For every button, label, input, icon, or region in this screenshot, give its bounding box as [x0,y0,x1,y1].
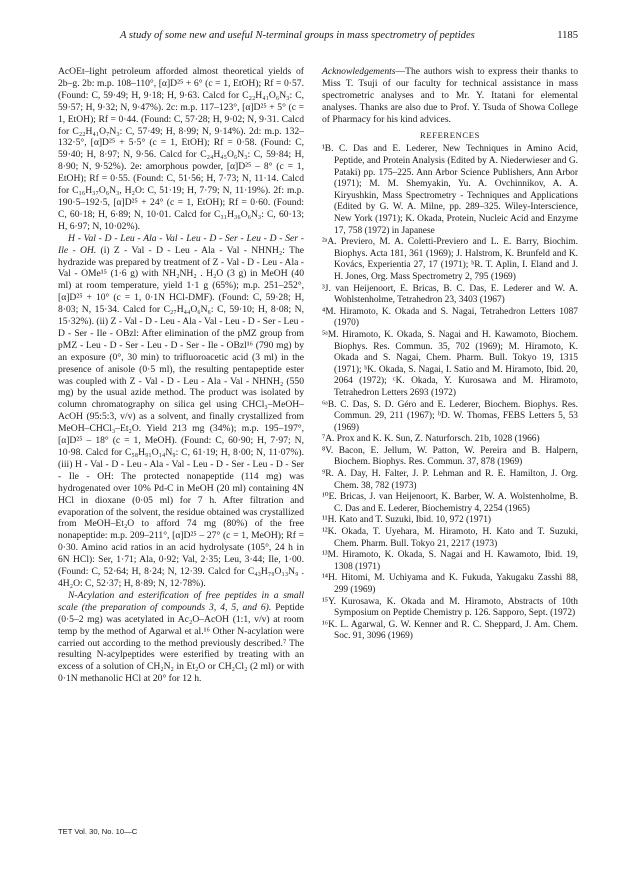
reference-item: ¹⁵Y. Kurosawa, K. Okada and M. Hiramoto, Abstracts of 10th Symposium on Peptide Chemistry p. 126. Sapporo, Sept. (1972) [322,596,578,619]
experimental-paragraph-acylation [58,590,304,685]
reference-item: ¹⁴H. Hitomi, M. Uchiyama and K. Fukuda, Yakugaku Zasshi 88, 299 (1969) [322,573,578,595]
reference-item: ²ᵃA. Previero, M. A. Coletti-Previero and L. E. Barry, Biochim. Biophys. Acta 181, 361 (1969); J. Halstrom, K. Brunfeld and K. Kovács, Experientia 27, 17 (1971); ᵇR. T. Aplin, I. Eland and J. H. Jones, Org. Mass Spectrometry 2, 795 (1969) [322,237,578,282]
reference-item: ¹⁶K. L. Agarwal, G. W. Kenner and R. C. Sheppard, J. Am. Chem. Soc. 91, 3096 (1969) [322,619,578,642]
reference-item: ⁸V. Bacon, E. Jellum, W. Patton, W. Pereira and B. Halpern, Biochem. Biophys. Res. Commun. 37, 878 (1969) [322,445,578,468]
reference-item: ⁶ᵃB. C. Das, S. D. Géro and E. Lederer, Biochem. Biophys. Res. Commun. 29, 211 (1967); ᵇD. W. Thomas, FEBS Letters 5, 53 (1969) [322,399,578,433]
reference-list [322,144,578,643]
right-column [322,66,578,643]
experimental-paragraph-nonapeptide [58,233,304,590]
reference-item: ¹³M. Hiramoto, K. Okada, S. Nagai and H. Kawamoto, Ibid. 19, 1308 (1971) [322,550,578,572]
acylation-text: Peptide (0·5–2 mg) was acetylated in Ac₂O–AcOH (1:1, v/v) at room temp by the method of Agarwal et al.¹⁶ Other N-acylation were carried out according to the method previously described.⁷ The resulting N-acylpeptides were esterified by treating with an excess of a solution of CH₂N₂ in Et₂O or CH₂Cl₂ (2 ml) or with 0·1N methanolic HCl at 20° for 12 h. [58,601,304,685]
nonapeptide-heading: H - Val - D - Leu - Ala - Val - Leu - D - Ser - Leu - D - Ser - Ile - OH. [58,232,304,256]
reference-item: ⁴M. Hiramoto, K. Okada and S. Nagai, Tetrahedron Letters 1087 (1970) [322,306,578,329]
reference-item: ³J. van Heijenoort, E. Bricas, B. C. Das, E. Lederer and W. A. Wohlstenholme, Tetrahedron 23, 3403 (1967) [322,283,578,306]
reference-item: ⁹R. A. Day, H. Falter, J. P. Lehman and R. E. Hamilton, J. Org. Chem. 38, 782 (1973) [322,469,578,491]
reference-item: ⁵ᵃM. Hiramoto, K. Okada, S. Nagai and H. Kawamoto, Biochem. Biophys. Res. Commun. 35, 702 (1969); M. Hiramoto, K. Okada and S. Nagai, Chem. Pharm. Bull. Tokyo 19, 1315 (1971); ᵇK. Okada, S. Nagai, I. Satio and M. Hiramoto, Ibid. 20, 2064 (1972); ᶜK. Okada, Y. Kurosawa and M. Hiramoto, Tetrahedron Letters 2693 (1972) [322,329,578,398]
running-header [58,30,578,44]
nonapeptide-text: (i) Z - Val - D - Leu - Ala - Val - NHNH₂: The hydrazide was prepared by treatment of Z - Val - D - Leu - Ala - Val - OMe¹⁵ (1·6 g) with NH₂NH₂ . H₂O (3 g) in MeOH (40 ml) at room temperature, yield 1·1 g (65%); m.p. 251–252°, [α]D²⁵ + 10° (c = 1, 0·1N HCl-DMF). (Found: C, 59·28; H, 8·03; N, 15·34. Calcd for C₂₇H₄₄O₆N₆: C, 59·10; H, 8·08; N, 15·32%). (ii) Z - Val - D - Leu - Ala - Val - Leu - D - Ser - Leu - D - Ser - Ile - OBzl: After elimination of the pMZ group from pMZ - Leu - D - Ser - Leu - D - Ser - Ile - OBzl¹⁶ (790 mg) by an exposure (0°, 30 min) to trifluoroacetic acid (3 ml) in the presence of anisole (0·5 ml), the resulting pentapeptide ester was coupled with Z - Val - D - Leu - Ala - Val - NHNH₂ (550 mg) by the usual azide method. The product was isolated by column chromatography on silica gel using CHCl₃–MeOH–AcOH (95:5:3, v/v) as a solvent, and finally crystallized from MeOH–CHCl₃–Et₂O. Yield 213 mg (34%); m.p. 195–197°, [α]D²⁵ – 18° (c = 1, MeOH). (Found: C, 60·90; H, 7·97; N, 10·98. Calcd for C₅₈H₉₁O₁₄N₉: C, 61·19; H, 8·00; N, 11·07%). (iii) H - Val - D - Leu - Ala - Val - Leu - D - Ser - Leu - D - Ser - Ile - OH: The protected nonapeptide (114 mg) was hydrogenated over 10% Pd-C in MeOH (20 ml) containing 4N HCl in dioxane (0·05 ml) for 7 h. After filtration and evaporation of the solvent, the residue obtained was crystallized from MeOH–Et₂O to afford 74 mg (80%) of the free nonapeptide: m.p. 209–211°, [α]D²⁵ – 27° (c = 1, MeOH); Rf = 0·30. Amino acid ratios in an acid hydrolysate (105°, 24 h in 6N HCl): Ser, 1·71; Ala, 0·92; Val, 2·35; Leu, 3·44; Ile, 1·00. (Found: C, 52·64; H, 8·24; N, 12·39. Calcd for C₄₃H₇₉O₁₃N₉ . 4H₂O: C, 52·37; H, 8·89; N, 12·78%). [58,244,304,589]
journal-footer: TET Vol. 30, No. 10—C [58,827,138,836]
page-number: 1185 [557,30,578,41]
acylation-heading: N-Acylation and esterification of free peptides in a small scale (the preparation of compounds 3, 4, 5, and 6). [58,589,304,613]
running-title: A study of some new and useful N-terminal groups in mass spectrometry of peptides [120,30,475,41]
reference-item: ⁷A. Prox and K. K. Sun, Z. Naturforsch. 21b, 1028 (1966) [322,434,540,445]
acknowledgements-label: Acknowledgements [322,66,396,77]
reference-item: ¹²K. Okada, T. Uyehara, M. Hiramoto, H. Kato and T. Suzuki, Chem. Pharm. Bull. Tokyo 21, 2217 (1973) [322,527,578,549]
acknowledgements-text: —The authors wish to express their thanks to Miss T. Tsuji of our faculty for technical assistance in mass spectrometric analyses and to Mr. Y. Itatani for elemental analyses. Thanks are also due to Prof. Y. Tsuda of Showa College of Pharmacy for his kind advices. [322,66,578,125]
left-column [58,66,304,685]
reference-item: ¹¹H. Kato and T. Suzuki, Ibid. 10, 972 (1971) [322,515,492,526]
acknowledgements [322,66,578,126]
experimental-paragraph-compounds-2b-2f: AcOEt–light petroleum afforded almost theoretical yields of 2b–g. 2b: m.p. 108–110°, [α]D²⁵ + 6° (c = 1, EtOH); Rf = 0·57. (Found: C, 59·49; H, 9·18; H, 9·63. Calcd for C₂₂H₄₁O₆N₃: C, 59·57; H, 9·32; N, 9·47%). 2c: m.p. 117–123°, [α]D²⁵ + 5° (c = 1, EtOH); Rf = 0·44. (Found: C, 57·28; H, 9·02; N, 9·31. Calcd for C₂₂H₄₁O₇N₃: C, 57·49; H, 8·99; N, 9·14%). 2d: m.p. 132–132·5°, [α]D²⁵ + 5·5° (c = 1, EtOH); Rf = 0·58. (Found: C, 59·40; H, 8·97; N, 9·56. Calcd for C₂₄H₄₅O₆N₃: C, 59·84; H, 8·90; N, 9·52%). 2e: amorphous powder, [α]D²⁵ – 8° (c = 1, EtOH); Rf = 0·55. (Found: C, 51·56; H, 7·73; N, 11·14. Calcd for C₁₆H₃₇O₆N₃, H₂O: C, 51·19; H, 7·79; N, 11·19%). 2f: m.p. 190·5–192·5, [α]D²⁵ + 24° (c = 1, EtOH); Rf = 0·60. (Found: C, 60·18; H, 6·89; N, 10·01. Calcd for C₃₁H₃₆O₆N₃: C, 60·13; H, 6·97; N, 10·02%). [58,66,304,232]
reference-item: ¹B. C. Das and E. Lederer, New Techniques in Amino Acid, Peptide, and Protein Analysis (Edited by A. Niederwieser and G. Pataki) pp. 175–225. Ann Arbor Science Publishers, Ann Arbor (1971); M. M. Shemyakin, Yu. A. Ovchinnikov, A. A. Kiryushkin, Mass Spectrometry - Techniques and Applications (Edited by G. W. A. Milne, pp. 289–325. Wiley-Interscience, New York (1971); K. Okada, Protein, Nucleic Acid and Enzyme 17, 758 (1972) in Japanese [322,144,578,236]
references-heading: REFERENCES [420,129,480,140]
reference-item: ¹⁰E. Bricas, J. van Heijenoort, K. Barber, W. A. Wolstenholme, B. C. Das and E. Lederer, Biochemistry 4, 2254 (1965) [322,492,578,514]
